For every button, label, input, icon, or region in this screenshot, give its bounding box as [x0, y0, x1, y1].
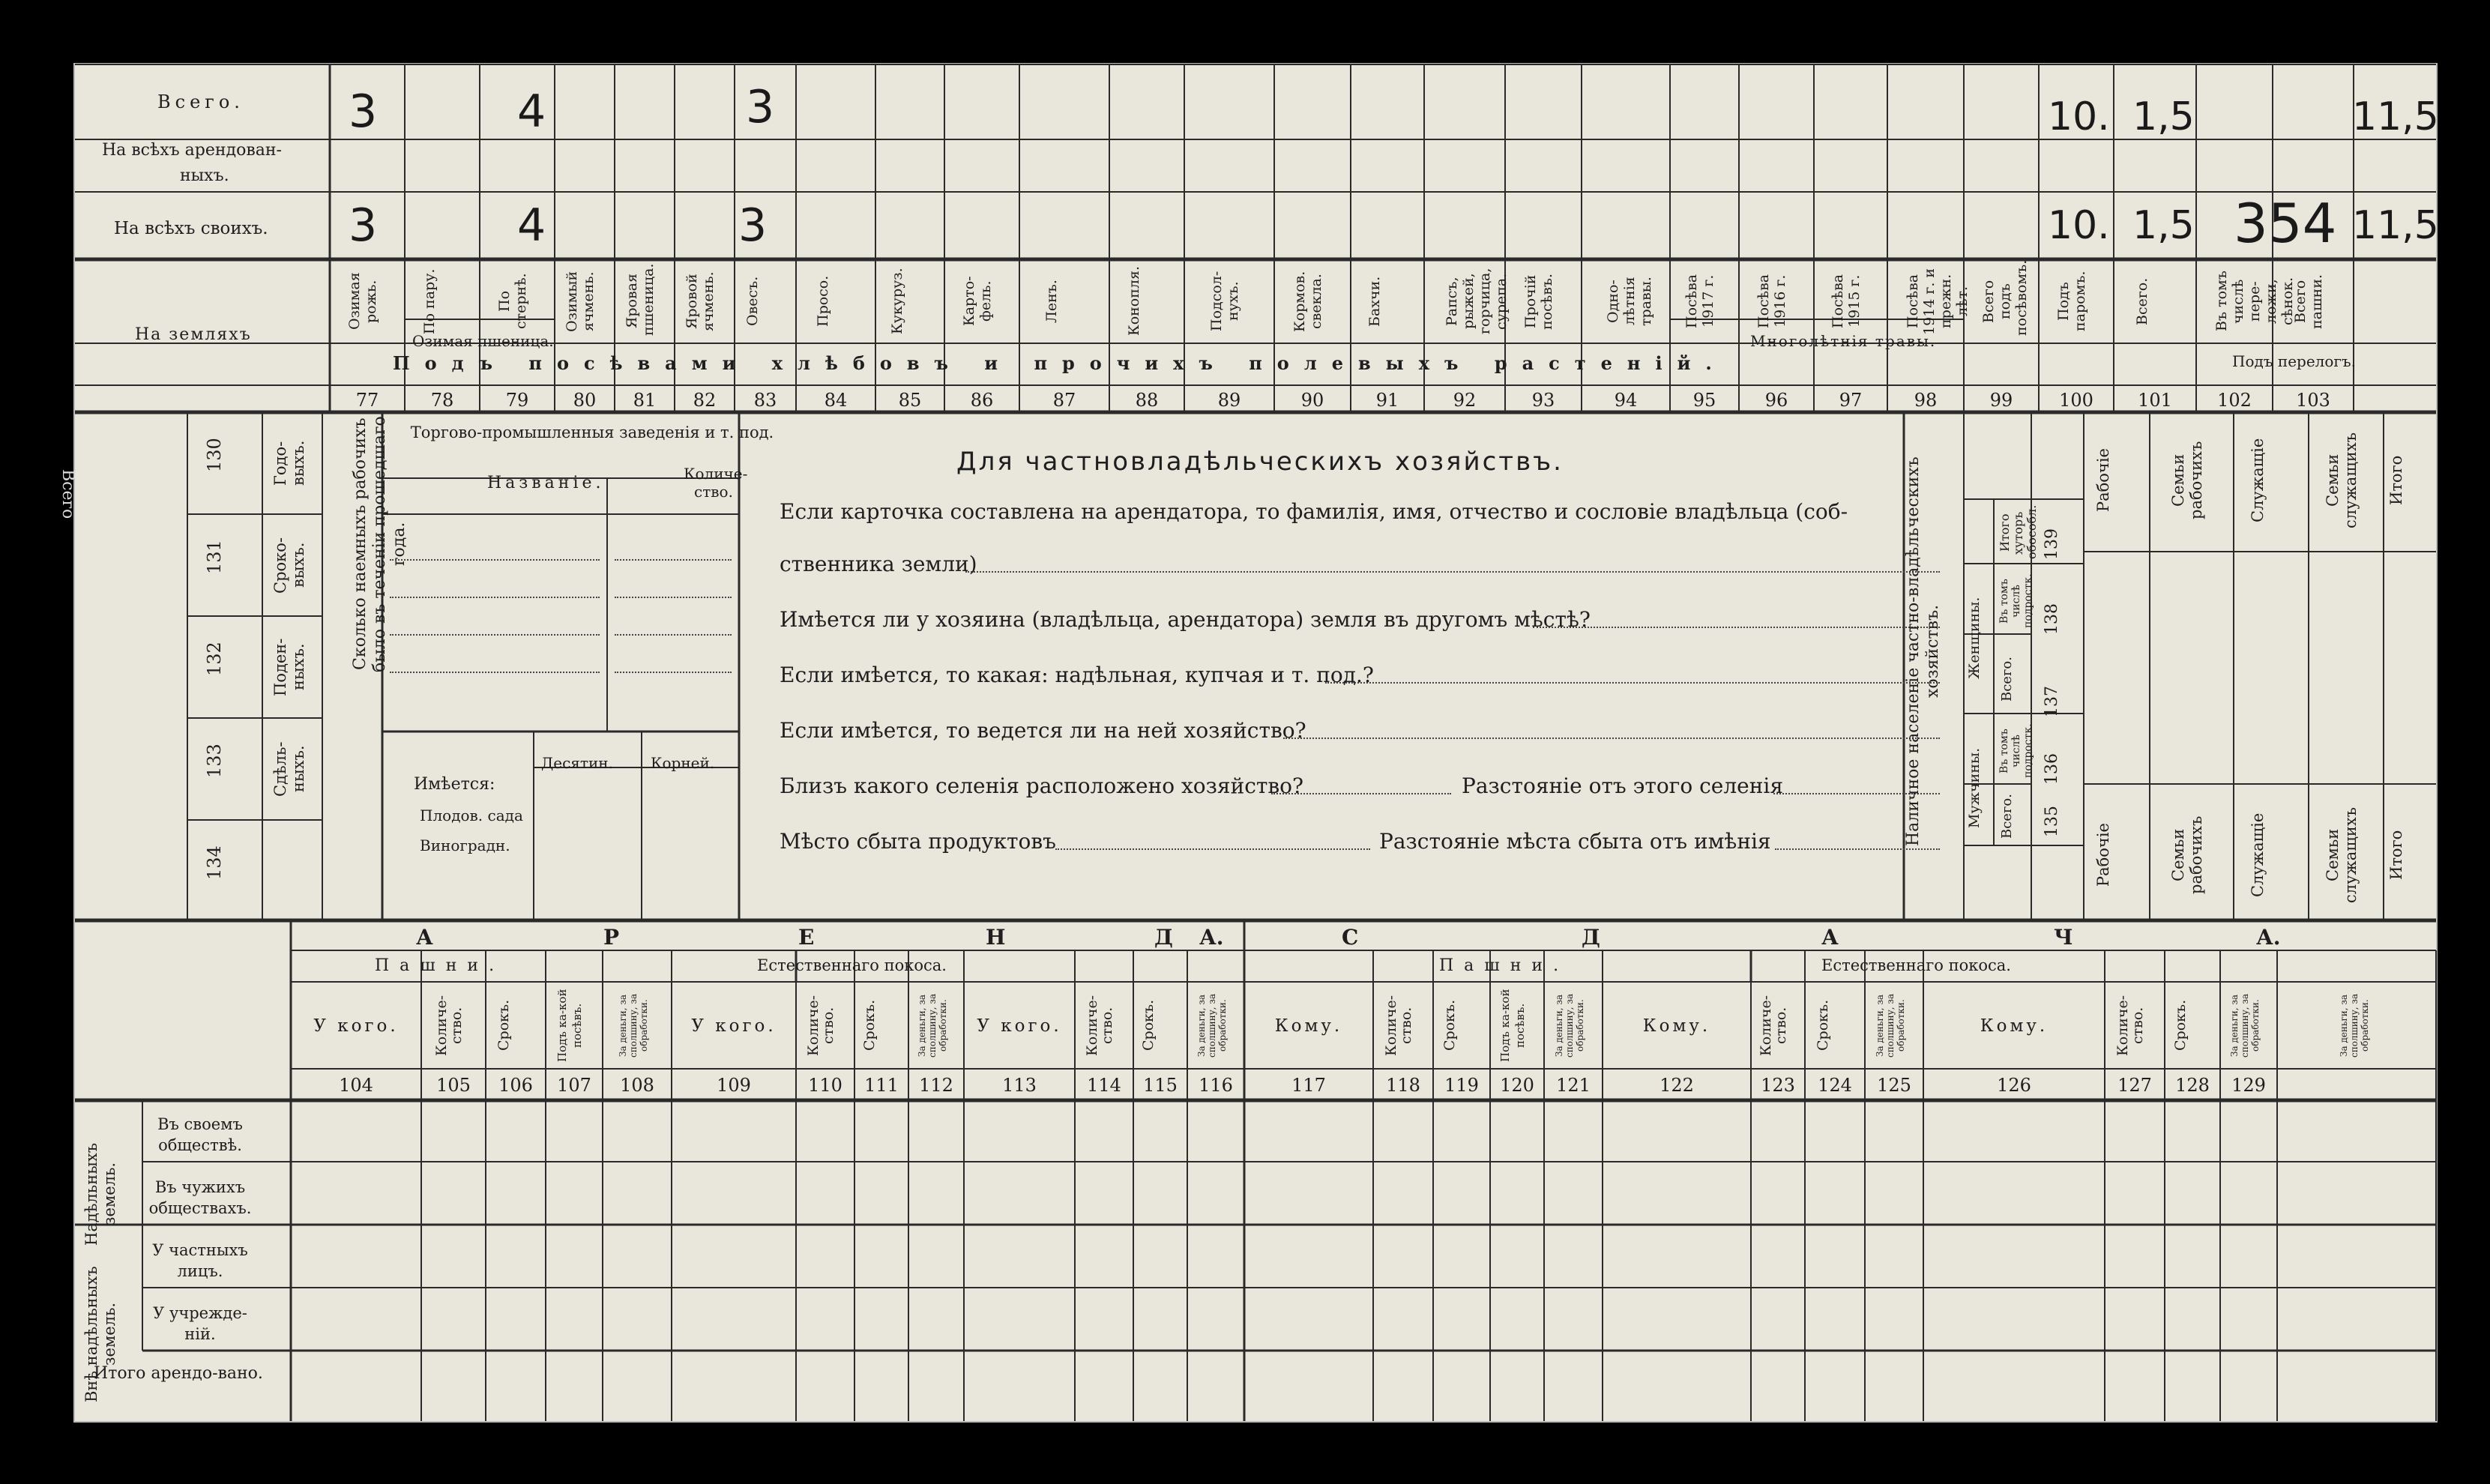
row-chastnyh: У частныхъ лицъ.: [152, 1241, 248, 1280]
col-number-77: 77: [355, 390, 379, 411]
arenda-letter-5: А.: [1199, 925, 1224, 950]
row-label-vsego: Всего.: [157, 91, 244, 112]
hw-svoih-par: 4: [517, 199, 546, 252]
crop-header-0: Озимая рожь.: [346, 272, 379, 331]
bottom-col-number-106: 106: [498, 1075, 533, 1096]
right-col-bottom-2: Служащіе: [2249, 812, 2267, 898]
hw-svoih-rozh: 3: [349, 199, 378, 252]
sub-header-3: Подъ ка-кой посѣвъ.: [555, 989, 584, 1062]
sub-header-5: У кого.: [691, 1016, 777, 1036]
sub-header-22: Кому.: [1980, 1016, 2049, 1036]
crop-header-17: Одно-лѣтнія травы.: [1605, 277, 1654, 326]
census-card: [58, 63, 2439, 1423]
col-number-85: 85: [898, 390, 922, 411]
bottom-col-number-122: 122: [1660, 1075, 1694, 1096]
question-1a: Если карточка составлена на арендатора, то фамилія, имя, отчество и сословіе владѣльца (соб-: [780, 499, 1848, 524]
col-number-81: 81: [633, 390, 657, 411]
sub-header-2: Срокъ.: [495, 999, 512, 1052]
col-number-96: 96: [1764, 390, 1788, 411]
answer-line-5a[interactable]: [1271, 793, 1451, 794]
arenda-letter-3: Н: [986, 925, 1006, 950]
hw-vsego-pashni: 11,5: [2352, 94, 2439, 139]
hw-vsego-pod-posevom: 10.: [2048, 94, 2110, 139]
bottom-col-number-128: 128: [2175, 1075, 2210, 1096]
trade-row-line[interactable]: [390, 672, 600, 673]
crop-header-3: Озимый ячмень.: [564, 271, 597, 332]
sdacha-pashni: Пашни.: [1439, 956, 1570, 975]
sub-header-16: Подъ ка-кой посѣвъ.: [1498, 989, 1527, 1062]
sub-header-6: Количе-ство.: [805, 995, 836, 1056]
sub-header-15: Срокъ.: [1441, 999, 1458, 1052]
col-number-100: 100: [2059, 390, 2093, 411]
right-col-bottom-4: Итого: [2387, 830, 2405, 881]
right-col-top-0: Рабочіе: [2094, 448, 2112, 513]
sub-header-21: За деньги, за сполшину, за обработки.: [1875, 993, 1906, 1058]
sdacha-letter-4: А.: [2256, 925, 2281, 950]
arenda-pokos: Естественнаго покоса.: [757, 956, 947, 974]
arenda-letter-1: Р: [603, 925, 620, 950]
bottom-col-number-125: 125: [1877, 1075, 1911, 1096]
sub-header-23: Количе-ство.: [2114, 995, 2146, 1056]
right-col-top-4: Итого: [2387, 455, 2405, 506]
private-title: Для частновладѣльческихъ хозяйствъ.: [956, 447, 1564, 477]
row-chuzhih: Въ чужихъ обществахъ.: [148, 1178, 252, 1217]
right-col-bottom-1: Семьи рабочихъ: [2169, 815, 2205, 895]
bottom-col-number-110: 110: [808, 1075, 842, 1096]
sub-header-12: За деньги, за сполшину, за обработки.: [1196, 993, 1228, 1058]
trade-row-line[interactable]: [390, 634, 600, 636]
bottom-col-number-113: 113: [1002, 1075, 1037, 1096]
worker-type-2: Поден-ныхъ.: [271, 638, 307, 696]
crop-header-5: Яровой ячмень.: [684, 271, 717, 331]
pod-perelog-label: Подъ перелогъ.: [2232, 352, 2356, 370]
row-label-arendovannyh: На всѣхъ арендован-: [102, 141, 282, 160]
question-5a: Близъ какого селенія расположено хозяйство?: [780, 773, 1304, 798]
workers-question: Сколько наемныхъ рабочихъ было въ теченіи прошедшаго года.: [351, 416, 409, 672]
row-uchrezhdeniy: У учрежде-ній.: [153, 1304, 247, 1343]
worker-type-0: Годо-выхъ.: [271, 440, 307, 486]
arenda-letter-4: Д: [1154, 925, 1173, 950]
trade-qty-header: Количе-ство.: [684, 465, 748, 501]
sdacha-pokos: Естественнаго покоса.: [1821, 956, 2011, 974]
women-podrostki: Въ томъ числѣ подростк.: [1998, 573, 2034, 629]
bottom-col-number-104: 104: [339, 1075, 373, 1096]
arenda-pashni: Пашни.: [375, 956, 505, 975]
bottom-col-number-129: 129: [2231, 1075, 2266, 1096]
sub-header-11: Срокъ.: [1140, 999, 1157, 1052]
right-col-top-3: Семьи служащихъ: [2324, 432, 2360, 529]
hw-vsego-par: 4: [517, 85, 546, 138]
row-label-na-zemlyah: На земляхъ: [135, 325, 252, 344]
hw-svoih-par2: 1,5: [2132, 203, 2195, 248]
sub-header-9: У кого.: [977, 1016, 1062, 1036]
col-number-78: 78: [430, 390, 454, 411]
col-number-79: 79: [505, 390, 529, 411]
bottom-col-number-107: 107: [557, 1075, 591, 1096]
col-number-94: 94: [1614, 390, 1638, 411]
mnogoletnie-label: Многолѣтнія травы.: [1750, 332, 1937, 350]
row-group-vne: Внѣ надѣльныхъ земель.: [82, 1266, 118, 1402]
col-number-90: 90: [1300, 390, 1324, 411]
crop-header-14: Бахчи.: [1366, 276, 1383, 327]
trade-row-line[interactable]: [615, 597, 732, 598]
trade-row-line[interactable]: [615, 672, 732, 673]
bottom-col-number-118: 118: [1386, 1075, 1420, 1096]
worker-num-131: 131: [204, 540, 225, 574]
col-number-103: 103: [2296, 390, 2330, 411]
bottom-col-number-124: 124: [1818, 1075, 1852, 1096]
question-3: Если имѣется, то какая: надѣльная, купчая и т. под.?: [780, 663, 1374, 687]
crop-header-12: Подсол-нухъ.: [1208, 271, 1241, 332]
question-5b: Разстояніе отъ этого селенія: [1462, 773, 1783, 798]
hw-vsego-rozh: 3: [349, 85, 378, 138]
answer-line-1[interactable]: [965, 571, 1940, 573]
col-number-89: 89: [1217, 390, 1241, 411]
posevy-banner: Подъ посѣвами хлѣбовъ и прочихъ полевыхъ растеній.: [393, 352, 1727, 374]
col-number-93: 93: [1531, 390, 1555, 411]
men-label: Мужчины.: [1966, 747, 1983, 828]
trade-title: Торгово-промышленныя заведенія и т. под.: [410, 423, 774, 441]
men-podrostki: Въ томъ числѣ подростк.: [1998, 723, 2034, 779]
col-number-101: 101: [2138, 390, 2172, 411]
hw-vsego-yachmen: 3: [746, 81, 775, 133]
bottom-col-number-126: 126: [1997, 1075, 2031, 1096]
bottom-col-number-127: 127: [2117, 1075, 2152, 1096]
col-number-84: 84: [824, 390, 848, 411]
sdacha-letter-0: С: [1342, 925, 1359, 950]
crop-header-13: Кормов. свекла.: [1291, 271, 1324, 332]
hw-svoih-vsego: 354: [2234, 192, 2337, 255]
hw-svoih-yachmen: 3: [738, 199, 768, 252]
sub-header-4: За деньги, за сполшину, за обработки.: [618, 993, 649, 1058]
row-svoem: Въ своемъ обществѣ.: [157, 1115, 243, 1154]
women-label: Женщины.: [1966, 597, 1983, 679]
right-col-bottom-3: Семьи служащихъ: [2324, 806, 2360, 904]
col-number-102: 102: [2217, 390, 2252, 411]
sub-header-24: Срокъ.: [2172, 999, 2189, 1052]
bottom-col-number-108: 108: [620, 1075, 654, 1096]
worker-type-1: Сроко-выхъ.: [271, 537, 307, 594]
answer-line-4[interactable]: [1283, 738, 1940, 739]
crop-header-22: Всего подъ посѣвомъ.: [1980, 259, 2030, 336]
has-label: Имѣется:: [414, 775, 495, 794]
worker-type-3: Сдѣль-ныхъ.: [271, 741, 307, 797]
col-number-88: 88: [1135, 390, 1159, 411]
bottom-col-number-117: 117: [1291, 1075, 1326, 1096]
crop-header-8: Кукуруз.: [889, 268, 905, 335]
sub-header-0: У кого.: [313, 1016, 399, 1036]
hw-svoih-pashni: 11,5: [2352, 203, 2439, 248]
question-1b: ственника земли): [780, 552, 977, 576]
sub-header-20: Срокъ.: [1815, 999, 1831, 1052]
row-label-svoih: На всѣхъ своихъ.: [114, 219, 268, 238]
answer-line-3[interactable]: [1325, 682, 1940, 684]
desyatin-header: Десятин.: [541, 754, 613, 772]
crop-header-23: Подъ паромъ.: [2055, 271, 2088, 332]
col-number-82: 82: [693, 390, 717, 411]
vineyard-label: Виноградн.: [420, 836, 510, 854]
row-label-arendovannyh-2: ныхъ.: [180, 166, 229, 185]
itogo-hutor: Итого хуторъ обособл.: [1998, 504, 2039, 559]
crop-header-24: Всего.: [2134, 277, 2150, 325]
row-group-nadelnyh: Надѣльныхъ земель.: [82, 1142, 118, 1246]
trade-name-header: Названіе.: [487, 474, 605, 492]
bottom-col-number-112: 112: [919, 1075, 953, 1096]
crop-header-10: Ленъ.: [1043, 280, 1060, 323]
right-col-bottom-0: Рабочіе: [2094, 823, 2112, 887]
pop-num-135: 135: [2043, 806, 2061, 837]
trade-row-line[interactable]: [390, 597, 600, 598]
question-6a: Мѣсто сбыта продуктовъ: [780, 829, 1056, 854]
sub-header-18: Кому.: [1642, 1016, 1711, 1036]
hw-vsego-par2: 1,5: [2132, 94, 2195, 139]
sub-header-14: Количе-ство.: [1383, 995, 1414, 1056]
worker-num-134: 134: [204, 845, 225, 880]
col-number-95: 95: [1692, 390, 1716, 411]
answer-line-2[interactable]: [1533, 627, 1940, 628]
left-strip-vsego: Всего: [58, 469, 77, 519]
trade-row-line[interactable]: [615, 634, 732, 636]
ozimaya-pshenitsa-label: Озимая пшеница.: [412, 332, 554, 350]
population-title: Наличное населеніе частно-владѣльческихъ хозяйствъ.: [1904, 456, 1942, 846]
roots-header: Корней.: [651, 754, 715, 772]
bottom-col-number-119: 119: [1444, 1075, 1479, 1096]
crop-header-7: Просо.: [815, 275, 831, 328]
pop-num-138: 138: [2043, 603, 2061, 635]
sub-header-17: За деньги, за сполшину, за обработки.: [1554, 993, 1585, 1058]
col-number-91: 91: [1375, 390, 1399, 411]
sub-header-25: За деньги, за сполшину, за обработки.: [2229, 993, 2261, 1058]
worker-num-132: 132: [204, 642, 225, 676]
bottom-col-number-116: 116: [1199, 1075, 1233, 1096]
sub-header-7: Срокъ.: [861, 999, 878, 1052]
sub-header-8: За деньги, за сполшину, за обработки.: [917, 993, 948, 1058]
sub-header-13: Кому.: [1274, 1016, 1343, 1036]
sub-header-19: Количе-ство.: [1758, 995, 1789, 1056]
bottom-col-number-111: 111: [864, 1075, 899, 1096]
sdacha-letter-2: А: [1821, 925, 1839, 950]
sub-header-10: Количе-ство.: [1084, 995, 1115, 1056]
right-col-top-2: Служащіе: [2249, 438, 2267, 523]
bottom-col-number-120: 120: [1500, 1075, 1534, 1096]
hw-svoih-pod-posevom: 10.: [2048, 203, 2110, 248]
answer-line-6a[interactable]: [1055, 848, 1370, 850]
crop-header-15: Рапсъ, рыжей, горчица, сурепа.: [1444, 268, 1510, 335]
trade-row-line[interactable]: [615, 559, 732, 561]
row-itogo: Итого арендо-вано.: [94, 1364, 263, 1383]
sdacha-letter-1: Д: [1582, 925, 1600, 950]
crop-header-16: Прочій посѣвъ.: [1522, 273, 1555, 330]
crop-header-4: Яровая пшеница.: [624, 263, 657, 336]
crop-header-6: Овесъ.: [744, 276, 761, 327]
question-2: Имѣется ли у хозяина (владѣльца, арендатора) земля въ другомъ мѣстѣ?: [780, 607, 1591, 632]
question-6b: Разстояніе мѣста сбыта отъ имѣнія: [1379, 829, 1771, 854]
bottom-col-number-123: 123: [1761, 1075, 1795, 1096]
crop-header-20: Посѣва 1915 г.: [1830, 274, 1863, 329]
crop-header-1: По пару.: [421, 268, 438, 334]
col-number-99: 99: [1989, 390, 2013, 411]
worker-num-133: 133: [204, 743, 225, 778]
crop-header-25: Въ томъ числѣ пере-ложи, сѣнок.: [2213, 271, 2296, 332]
col-number-97: 97: [1839, 390, 1863, 411]
crop-header-19: Посѣва 1916 г.: [1755, 274, 1788, 329]
sdacha-letter-3: Ч: [2054, 925, 2073, 950]
col-number-87: 87: [1052, 390, 1076, 411]
orchard-label: Плодов. сада: [420, 806, 523, 824]
pop-num-136: 136: [2043, 753, 2061, 785]
bottom-col-number-114: 114: [1087, 1075, 1121, 1096]
col-number-80: 80: [573, 390, 597, 411]
question-4: Если имѣется, то ведется ли на ней хозяйство?: [780, 718, 1306, 743]
pop-num-137: 137: [2043, 686, 2061, 717]
sub-header-129: За деньги, за сполшину, за обработки.: [2339, 993, 2370, 1058]
men-vsego: Всего.: [1999, 794, 2015, 839]
col-number-92: 92: [1453, 390, 1477, 411]
crop-header-11: Конопля.: [1126, 265, 1142, 336]
arenda-letter-0: А: [416, 925, 433, 950]
crop-header-21: Посѣва 1914 г. и прежн. лѣт.: [1905, 268, 1971, 335]
worker-num-130: 130: [204, 438, 225, 472]
col-number-98: 98: [1914, 390, 1938, 411]
col-number-83: 83: [753, 390, 777, 411]
crop-header-18: Посѣва 1917 г.: [1683, 274, 1716, 329]
col-number-86: 86: [970, 390, 994, 411]
pop-num-139: 139: [2043, 528, 2061, 560]
women-vsego: Всего.: [1999, 657, 2015, 702]
arenda-letter-2: Е: [798, 925, 815, 950]
right-col-top-1: Семьи рабочихъ: [2169, 441, 2205, 520]
sub-header-1: Количе-ство.: [433, 995, 465, 1056]
crop-header-26: Всего пашни.: [2292, 274, 2325, 329]
crop-header-2: По стернѣ.: [496, 273, 529, 330]
bottom-col-number-121: 121: [1556, 1075, 1591, 1096]
bottom-col-number-105: 105: [436, 1075, 471, 1096]
bottom-col-number-109: 109: [717, 1075, 751, 1096]
trade-row-line[interactable]: [390, 559, 600, 561]
bottom-col-number-115: 115: [1143, 1075, 1178, 1096]
crop-header-9: Карто-фель.: [961, 276, 994, 327]
